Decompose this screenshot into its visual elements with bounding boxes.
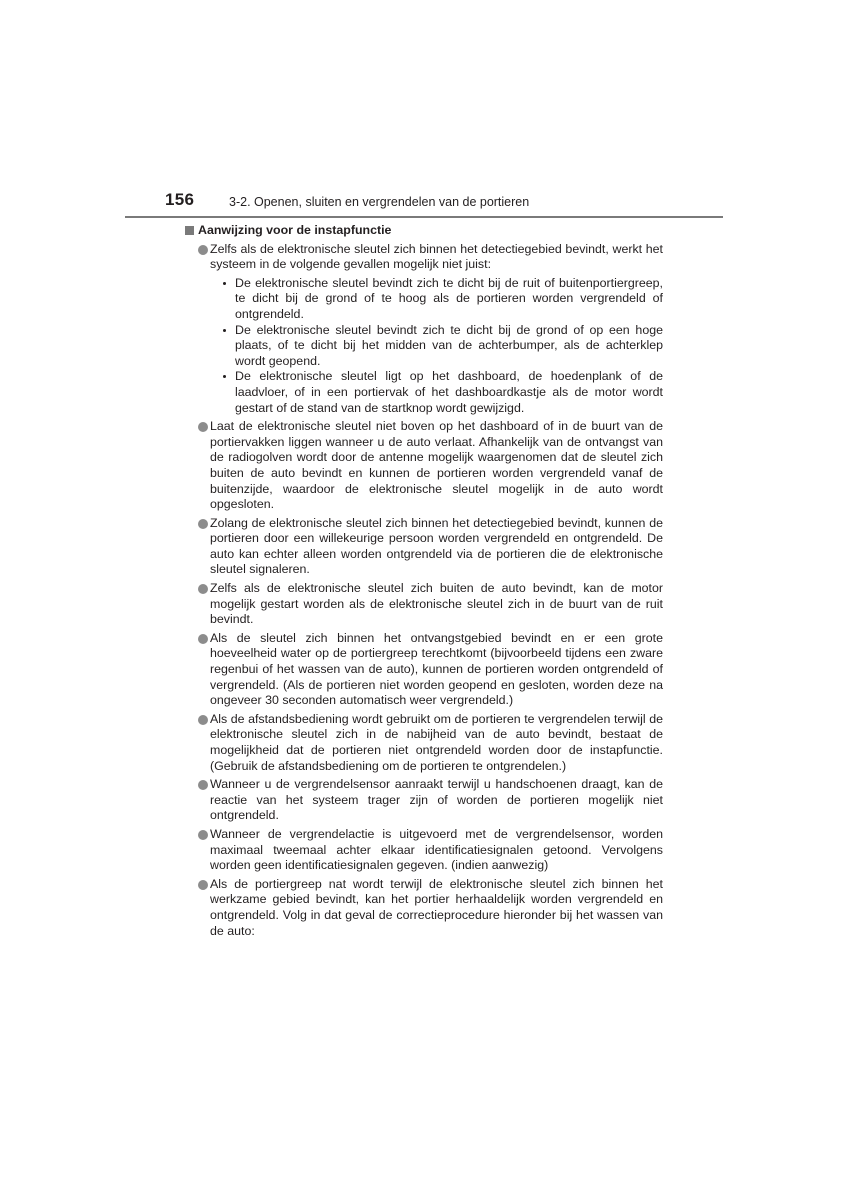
circle-bullet-icon	[198, 880, 208, 890]
dot-bullet-icon	[223, 282, 226, 285]
square-bullet-icon	[185, 226, 194, 235]
circle-bullet-icon	[198, 584, 208, 594]
circle-bullet-icon	[198, 780, 208, 790]
sub-item-text: De elektronische sleutel bevindt zich te dicht bij de ruit of buitenportiergreep, te dicht bij de grond of te hoog als de portieren worden vergrendeld of ontgrendeld.	[235, 275, 663, 321]
circle-bullet-icon	[198, 830, 208, 840]
note-item	[185, 827, 663, 874]
sub-item-text: De elektronische sleutel bevindt zich te dicht bij de grond of op een hoge plaats, of te dicht bij het midden van de achterbumper, als de achterklep wordt geopend.	[235, 322, 663, 368]
dot-bullet-icon	[223, 375, 226, 378]
circle-bullet-icon	[198, 634, 208, 644]
note-text: Als de portiergreep nat wordt terwijl de elektronische sleutel zich binnen het werkzame gebied bevindt, kan het portier herhaaldelijk worden vergrendeld en ontgrendeld. Volg in dat geval de correctieprocedure hieronder bij het wassen van de auto:	[210, 876, 663, 938]
circle-bullet-icon	[198, 519, 208, 529]
dot-bullet-icon	[223, 329, 226, 332]
chapter-title: 3-2. Openen, sluiten en vergrendelen van de portieren	[229, 195, 530, 209]
note-item	[185, 631, 663, 709]
sub-list-item	[222, 323, 663, 370]
note-text: Zolang de elektronische sleutel zich binnen het detectiegebied bevindt, kunnen de portieren door een willekeurige persoon worden vergrendeld en ontgrendeld. De auto kan echter alleen worden ontgrendeld via de portieren die de elektronische sleutel signaleren.	[210, 515, 663, 577]
note-text: Als de sleutel zich binnen het ontvangstgebied bevindt en er een grote hoeveelheid water op de portiergreep terechtkomt (bijvoorbeeld tijdens een zware regenbui of het wassen van de auto), kunnen de portieren worden ontgrendeld of vergrendeld. (Als de portieren niet worden geopend en gesloten, worden deze na ongeveer 30 seconden automatisch weer vergrendeld.)	[210, 630, 663, 708]
note-item	[185, 581, 663, 628]
sub-item-text: De elektronische sleutel ligt op het dashboard, de hoedenplank of de laadvloer, of in een portiervak of het dashboardkastje als de motor wordt gestart of de stand van de startknop wordt gewijzigd.	[235, 369, 663, 415]
circle-bullet-icon	[198, 245, 208, 255]
note-text: Als de afstandsbediening wordt gebruikt om de portieren te vergrendelen terwijl de elektronische sleutel zich in de nabijheid van de auto bevindt, bestaat de mogelijkheid dat de portieren niet ontgrendeld worden door de instapfunctie. (Gebruik de afstandsbediening om de portieren te ontgrendelen.)	[210, 711, 663, 773]
page-number: 156	[165, 190, 195, 209]
note-item	[185, 777, 663, 824]
note-text: Zelfs als de elektronische sleutel zich binnen het detectiegebied bevindt, werkt het systeem in de volgende gevallen mogelijk niet juist:	[210, 241, 663, 272]
circle-bullet-icon	[198, 422, 208, 432]
note-text: Wanneer u de vergrendelsensor aanraakt terwijl u handschoenen draagt, kan de reactie van het systeem trager zijn of worden de portieren mogelijk niet ontgrendeld.	[210, 777, 663, 823]
note-item	[185, 419, 663, 513]
note-item	[185, 516, 663, 578]
note-item	[185, 242, 663, 417]
page-content	[185, 223, 663, 942]
note-item	[185, 712, 663, 774]
note-text: Wanneer de vergrendelactie is uitgevoerd met de vergrendelsensor, worden maximaal tweemaal achter elkaar identificatiesignalen getoond. Vervolgens worden geen identificatiesignalen gegeven. (indien aanwezig)	[210, 826, 663, 873]
sub-list-item	[222, 276, 663, 323]
note-text: Zelfs als de elektronische sleutel zich buiten de auto bevindt, kan de motor mogelijk gestart worden als de elektronische sleutel zich in de buurt van de ruit bevindt.	[210, 581, 663, 627]
section-heading	[185, 223, 663, 239]
section-title: Aanwijzing voor de instapfunctie	[198, 223, 392, 237]
note-item	[185, 877, 663, 939]
sub-list	[210, 276, 663, 416]
sub-list-item	[222, 369, 663, 416]
note-text: Laat de elektronische sleutel niet boven op het dashboard of in de buurt van de portiervakken liggen wanneer u de auto verlaat. Afhankelijk van de ontvangst van de radiogolven wordt door de antenne mogelijk waargenomen dat de sleutel zich buiten de auto bevindt en kunnen de portieren worden vergrendeld vanaf de buitenzijde, waardoor de elektronische sleutel mogelijk in de auto wordt opgesloten.	[210, 419, 663, 512]
circle-bullet-icon	[198, 715, 208, 725]
header-divider	[125, 216, 723, 218]
